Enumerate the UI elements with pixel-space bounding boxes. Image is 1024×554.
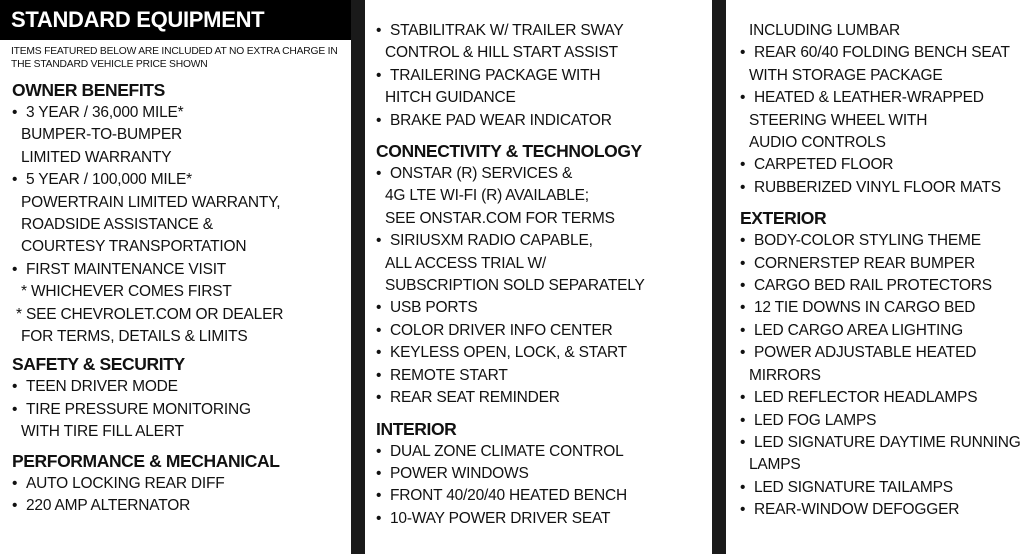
item-list <box>12 473 351 518</box>
list-item <box>740 320 1024 342</box>
bullet-icon: • <box>376 165 382 183</box>
list-item <box>376 297 712 319</box>
bullet-icon: • <box>376 66 382 84</box>
item-line: AUDIO CONTROLS <box>749 134 886 152</box>
item-line: 3 YEAR / 36,000 MILE* <box>26 104 184 121</box>
bullet-icon: • <box>376 509 382 527</box>
section-performance-mechanical <box>12 450 351 518</box>
item-line: STABILITRAK W/ TRAILER SWAY <box>390 22 624 39</box>
item-line: 220 AMP ALTERNATOR <box>26 497 191 515</box>
item-line: SEE ONSTAR.COM FOR TERMS <box>385 209 615 227</box>
bullet-icon: • <box>740 321 746 339</box>
bullet-icon: • <box>12 497 18 515</box>
bullet-icon: • <box>376 232 382 250</box>
item-line: KEYLESS OPEN, LOCK, & START <box>390 344 627 362</box>
item-line: 10-WAY POWER DRIVER SEAT <box>390 509 611 527</box>
note-list <box>12 281 351 348</box>
list-item <box>740 387 1024 409</box>
item-line: POWER WINDOWS <box>390 464 529 482</box>
item-line: STEERING WHEEL WITH <box>749 111 928 129</box>
bullet-icon: • <box>740 254 746 272</box>
section-performance-continued <box>376 20 712 132</box>
item-line: CONTROL & HILL START ASSIST <box>385 44 618 62</box>
bullet-icon: • <box>376 22 382 39</box>
bullet-icon: • <box>740 344 746 362</box>
item-line: ONSTAR (R) SERVICES & <box>390 165 573 183</box>
item-line: LED SIGNATURE DAYTIME RUNNING <box>754 433 1021 451</box>
bullet-icon: • <box>376 366 382 384</box>
list-item <box>376 342 712 364</box>
item-line: ROADSIDE ASSISTANCE & <box>21 216 213 234</box>
column-2 <box>365 0 712 554</box>
bullet-icon: • <box>740 156 746 174</box>
list-item <box>740 154 1024 176</box>
list-item <box>376 65 712 110</box>
list-item <box>12 399 351 444</box>
item-line: BRAKE PAD WEAR INDICATOR <box>390 111 612 129</box>
item-line: REAR SEAT REMINDER <box>390 389 560 407</box>
item-line: INCLUDING LUMBAR <box>749 22 900 39</box>
section-owner-benefits <box>12 79 351 348</box>
list-item <box>376 365 712 387</box>
list-item <box>740 275 1024 297</box>
item-line: 12 TIE DOWNS IN CARGO BED <box>754 299 976 317</box>
list-item <box>740 230 1024 252</box>
subtitle-line: THE STANDARD VEHICLE PRICE SHOWN <box>11 59 208 70</box>
item-line: LED CARGO AREA LIGHTING <box>754 321 964 339</box>
item-line: AUTO LOCKING REAR DIFF <box>26 474 225 492</box>
section-heading: OWNER BENEFITS <box>12 80 165 100</box>
section-connectivity-technology <box>376 140 712 409</box>
list-item <box>12 259 351 281</box>
section-heading: PERFORMANCE & MECHANICAL <box>12 450 280 471</box>
list-item <box>376 20 712 65</box>
list-item <box>740 342 1024 387</box>
list-item <box>376 463 712 485</box>
bullet-icon: • <box>376 389 382 407</box>
bullet-icon: • <box>12 378 18 396</box>
list-item <box>376 485 712 507</box>
section-heading: CONNECTIVITY & TECHNOLOGY <box>376 141 642 162</box>
bullet-icon: • <box>740 232 746 250</box>
bullet-icon: • <box>12 400 18 418</box>
bullet-icon: • <box>12 474 18 492</box>
item-line: LED REFLECTOR HEADLAMPS <box>754 389 978 407</box>
item-line: COLOR DRIVER INFO CENTER <box>390 321 613 339</box>
bullet-icon: • <box>740 44 746 62</box>
section-heading: EXTERIOR <box>740 208 827 229</box>
list-item <box>740 477 1024 499</box>
bullet-icon: • <box>740 299 746 317</box>
item-list <box>12 376 351 443</box>
item-line: ALL ACCESS TRIAL W/ <box>385 254 547 272</box>
footnote-line: FOR TERMS, DETAILS & LIMITS <box>21 328 248 346</box>
section-heading: SAFETY & SECURITY <box>12 354 185 375</box>
item-line: REAR 60/40 FOLDING BENCH SEAT <box>754 44 1010 62</box>
item-line: LAMPS <box>749 456 801 474</box>
item-line: REMOTE START <box>390 366 508 384</box>
list-item <box>12 169 351 259</box>
item-line: MIRRORS <box>749 366 821 384</box>
bullet-icon: • <box>740 277 746 295</box>
item-line: CARGO BED RAIL PROTECTORS <box>754 277 992 295</box>
item-line: SUBSCRIPTION SOLD SEPARATELY <box>385 277 645 295</box>
bullet-icon: • <box>376 111 382 129</box>
item-line: RUBBERIZED VINYL FLOOR MATS <box>754 178 1001 196</box>
item-line: USB PORTS <box>390 299 478 317</box>
bullet-icon: • <box>740 501 746 519</box>
bullet-icon: • <box>740 178 746 196</box>
footnote <box>12 304 351 349</box>
section-safety-security <box>12 353 351 443</box>
list-item <box>376 441 712 463</box>
item-line: DUAL ZONE CLIMATE CONTROL <box>390 442 624 460</box>
list-item <box>740 253 1024 275</box>
bullet-icon: • <box>740 411 746 429</box>
list-item <box>740 297 1024 319</box>
section-interior-continued <box>740 20 1024 199</box>
item-line: TRAILERING PACKAGE WITH <box>390 66 601 84</box>
section-interior <box>376 418 712 531</box>
item-line: FRONT 40/20/40 HEATED BENCH <box>390 487 627 505</box>
item-line: REAR-WINDOW DEFOGGER <box>754 501 960 519</box>
subtitle <box>0 40 351 71</box>
list-item <box>740 410 1024 432</box>
list-item <box>376 508 712 530</box>
list-item <box>376 387 712 409</box>
bullet-icon: • <box>740 433 746 451</box>
bullet-icon: • <box>12 260 18 278</box>
footnote-line: * WHICHEVER COMES FIRST <box>21 283 232 301</box>
item-line: CARPETED FLOOR <box>754 156 894 174</box>
list-item <box>12 495 351 517</box>
bullet-icon: • <box>740 478 746 496</box>
item-line: POWERTRAIN LIMITED WARRANTY, <box>21 193 281 211</box>
item-line: LED SIGNATURE TAILAMPS <box>754 478 953 496</box>
bullet-icon: • <box>12 104 18 121</box>
item-line: WITH TIRE FILL ALERT <box>21 423 184 441</box>
list-item <box>376 230 712 297</box>
item-list <box>740 230 1024 521</box>
bullet-icon: • <box>376 442 382 460</box>
list-item-continuation <box>740 20 1024 42</box>
bullet-icon: • <box>740 89 746 107</box>
list-item <box>376 163 712 230</box>
column-1-body <box>0 79 351 518</box>
bullet-icon: • <box>12 171 18 189</box>
item-line: FIRST MAINTENANCE VISIT <box>26 260 227 278</box>
item-line: WITH STORAGE PACKAGE <box>749 66 943 84</box>
item-list <box>376 163 712 409</box>
list-item <box>376 110 712 132</box>
item-line: LED FOG LAMPS <box>754 411 877 429</box>
item-list <box>740 42 1024 199</box>
item-line: HITCH GUIDANCE <box>385 89 516 107</box>
item-line: 4G LTE WI-FI (R) AVAILABLE; <box>385 187 589 205</box>
bullet-icon: • <box>376 321 382 339</box>
list-item <box>12 376 351 398</box>
item-list <box>376 20 712 132</box>
item-line: POWER ADJUSTABLE HEATED <box>754 344 977 362</box>
list-item <box>740 499 1024 521</box>
item-list <box>12 102 351 281</box>
subtitle-line: ITEMS FEATURED BELOW ARE INCLUDED AT NO EXTRA CHARGE IN <box>11 46 338 57</box>
page-title: STANDARD EQUIPMENT <box>0 0 351 40</box>
item-list <box>376 441 712 531</box>
item-line: HEATED & LEATHER-WRAPPED <box>754 89 984 107</box>
footnote-line: * SEE CHEVROLET.COM OR DEALER <box>16 305 284 323</box>
section-exterior <box>740 207 1024 521</box>
list-item <box>740 177 1024 199</box>
column-1 <box>0 0 351 554</box>
list-item <box>12 102 351 169</box>
bullet-icon: • <box>376 464 382 482</box>
list-item <box>740 432 1024 477</box>
item-line: TEEN DRIVER MODE <box>26 378 178 396</box>
item-line: COURTESY TRANSPORTATION <box>21 238 247 256</box>
list-item <box>376 320 712 342</box>
section-heading: INTERIOR <box>376 418 457 439</box>
item-line: SIRIUSXM RADIO CAPABLE, <box>390 232 593 250</box>
item-line: CORNERSTEP REAR BUMPER <box>754 254 975 272</box>
item-line: BODY-COLOR STYLING THEME <box>754 232 981 250</box>
list-item <box>740 87 1024 154</box>
footnote <box>12 281 351 303</box>
bullet-icon: • <box>376 344 382 362</box>
bullet-icon: • <box>740 389 746 407</box>
item-line: TIRE PRESSURE MONITORING <box>26 400 251 418</box>
column-3 <box>726 0 1024 554</box>
list-item <box>12 473 351 495</box>
item-line: 5 YEAR / 100,000 MILE* <box>26 171 192 189</box>
bullet-icon: • <box>376 487 382 505</box>
bullet-icon: • <box>376 299 382 317</box>
item-line: LIMITED WARRANTY <box>21 148 172 166</box>
item-line: BUMPER-TO-BUMPER <box>21 126 182 144</box>
list-item <box>740 42 1024 87</box>
